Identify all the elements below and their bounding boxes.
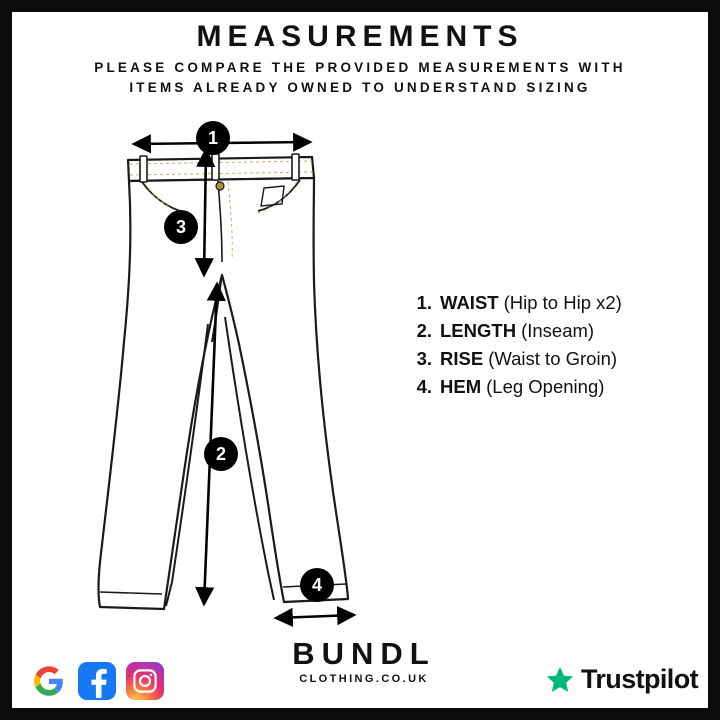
badge-rise: 3 <box>164 210 198 244</box>
legend-number: 3. <box>416 348 432 369</box>
page-subtitle <box>60 58 660 98</box>
jeans-outline <box>99 157 349 609</box>
social-links <box>30 662 164 700</box>
brand-domain: CLOTHING.CO.UK <box>299 673 429 685</box>
measurement-legend <box>402 292 692 404</box>
brand-name: BUNDL <box>292 636 436 671</box>
legend-number: 4. <box>416 376 432 397</box>
trustpilot-badge[interactable] <box>545 664 698 695</box>
legend-number: 1. <box>416 292 432 313</box>
subtitle-line-2: ITEMS ALREADY OWNED TO UNDERSTAND SIZING <box>129 80 591 95</box>
legend-description: (Inseam) <box>521 320 595 341</box>
legend-description: (Waist to Groin) <box>488 348 618 369</box>
legend-label: HEM <box>440 376 482 397</box>
legend-item-rise <box>402 348 692 370</box>
legend-number: 2. <box>416 320 432 341</box>
instagram-icon[interactable] <box>126 662 164 700</box>
legend-label: LENGTH <box>440 320 517 341</box>
legend-item-hem <box>402 376 692 398</box>
page-title: MEASUREMENTS <box>196 20 524 53</box>
legend-description: (Hip to Hip x2) <box>503 292 622 313</box>
button-rivet <box>216 182 224 190</box>
facebook-icon[interactable] <box>78 662 116 700</box>
legend-label: RISE <box>440 348 484 369</box>
legend-item-waist <box>402 292 692 314</box>
badge-waist: 1 <box>196 121 230 155</box>
legend-description: (Leg Opening) <box>486 376 605 397</box>
legend-label: WAIST <box>440 292 499 313</box>
trustpilot-star-icon <box>545 665 575 695</box>
badge-length: 2 <box>204 437 238 471</box>
trustpilot-label: Trustpilot <box>581 664 698 694</box>
badge-hem: 4 <box>300 568 334 602</box>
subtitle-line-1: PLEASE COMPARE THE PROVIDED MEASUREMENTS WITH <box>94 60 626 75</box>
brand-logo <box>264 637 464 685</box>
legend-item-length <box>402 320 692 342</box>
google-icon[interactable] <box>30 662 68 700</box>
measurement-card <box>12 12 708 708</box>
hem-measure-arrow <box>276 615 354 618</box>
